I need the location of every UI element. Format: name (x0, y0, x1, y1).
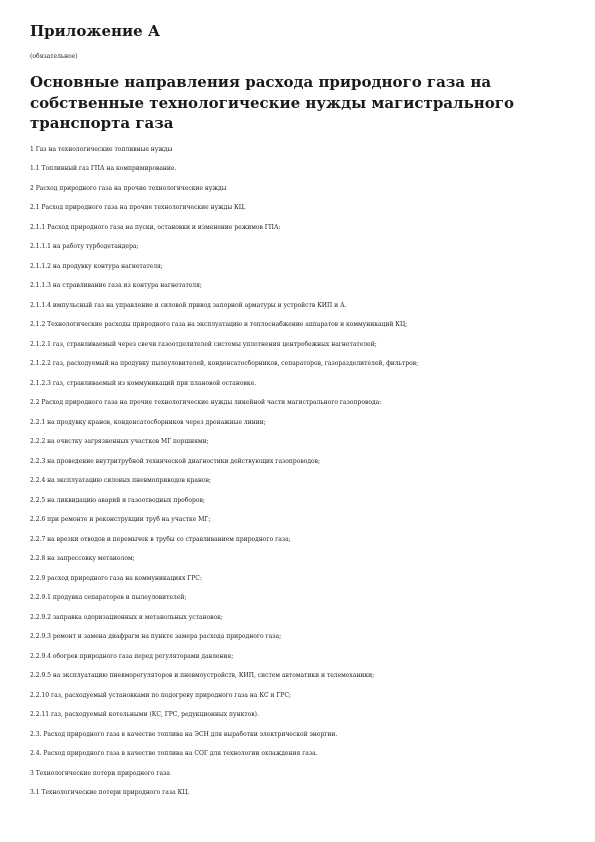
list-item: 2.2.6 при ремонте и реконструкции труб на участке МГ; (30, 516, 211, 523)
list-item: 2.3. Расход природного газа в качестве топлива на ЭСН для выработки электрической энергии. (30, 730, 338, 738)
list-item: 2.2.9.4 обогрев природного газа перед регуляторами давления; (30, 652, 234, 660)
list-item: 2.1 Расход природного газа на прочие технологические нужды КЦ. (30, 204, 246, 211)
list-item: 3 Технологические потери природного газа (30, 769, 170, 777)
list-item: 2 Расход природного газа на прочие технологические нужды (30, 184, 227, 192)
list-item: 1.1 Топливный газ ГПА на компримирование. (30, 165, 177, 172)
list-item: 2.1.1.4 импульсный газ на управление и силовой привод запорной арматуры и устройств КИП и А. (30, 301, 347, 309)
list-item: 2.1.1.1 на работу турбодетандера; (30, 243, 139, 250)
list-item: 2.2.5 на ликвидацию аварий и газоотводных проборов; (30, 496, 205, 504)
list-item: 2.2.4 на эксплуатацию силовых пневмоприводов кранов; (30, 477, 211, 484)
list-item: 2.1.1.3 на стравливание газа из контура нагнетателя; (30, 282, 202, 289)
list-item: 2.2.3 на проведение внутритрубной технической диагностики действующих газопроводов; (30, 457, 321, 465)
list-item: 2.2.10 газ, расходуемый установками по подогреву природного газа на КС и ГРС; (30, 691, 292, 699)
list-item: 2.2.9.1 продувка сепараторов и пылеуловителей; (30, 594, 187, 601)
document-title (30, 72, 570, 134)
list-item: 2.1.2.1 газ, стравливаемый через свечи газоотделителей системы уплотнения центробежных нагнетателей; (30, 340, 377, 348)
document-title-line: собственные технологические нужды магистрального (30, 93, 514, 112)
list-item: 2.2 Расход природного газа на прочие технологические нужды линейной части магистрального газопровода: (30, 399, 382, 406)
list-item: 2.2.1 на продувку кранов, конденсатосборников через дренажные линии; (30, 418, 266, 426)
list-item: 2.1.2 Технологические расходы природного газа на эксплуатацию и теплоснабжение аппаратов и коммуникаций КЦ; (30, 321, 408, 328)
list-item: 3.1 Технологические потери природного газа КЦ. (30, 789, 190, 796)
list-item: 2.2.11 газ, расходуемый котельными (КС, ГРС, редукционных пунктов). (30, 711, 259, 718)
document-page (30, 22, 570, 809)
list-item: 2.2.9.5 на эксплуатацию пневморегуляторов и пневмоустройств, КИП, систем автоматики и телемеханики; (30, 672, 375, 679)
document-title-line: транспорта газа (30, 114, 174, 132)
list-item: 2.2.9 расход природного газа на коммуникациях ГРС: (30, 574, 202, 582)
list-item: 2.2.9.2 заправка одоризационных и метанольных установок; (30, 613, 223, 621)
appendix-note: (обязательное) (30, 53, 78, 60)
list-item: 2.1.2.3 газ, стравливаемый из коммуникаций при плановой остановке. (30, 379, 257, 387)
list-item: 2.1.2.2 газ, расходуемый на продувку пылеуловителей, конденсатосборников, сепараторов, газоразделителей, фильтров; (30, 360, 419, 367)
appendix-title: Приложение А (30, 22, 161, 40)
list-item: 2.2.2 на очистку загрязненных участков МГ поршнями; (30, 438, 209, 445)
list-item: 2.1.1.2 на продувку контура нагнетателя; (30, 262, 163, 270)
list-item: 2.4. Расход природного газа в качестве топлива на СОГ для технологии охлаждения газа. (30, 750, 318, 757)
list-item: 2.2.7 на врезки отводов и перемычек в трубы со стравливанием природного газа; (30, 535, 291, 543)
list-item: 2.2.8 на запрессовку метанолом; (30, 555, 135, 562)
list-item: 2.2.9.3 ремонт и замена диафрагм на пункте замера расхода природного газа; (30, 633, 282, 640)
list-item: 1 Газ на технологические топливные нужды (30, 145, 173, 153)
list-item: 2.1.1 Расход природного газа на пуски, остановки и изменение режимов ГПА: (30, 223, 281, 231)
document-title-line: Основные направления расхода природного газа на (30, 73, 492, 91)
item-list (30, 146, 570, 809)
